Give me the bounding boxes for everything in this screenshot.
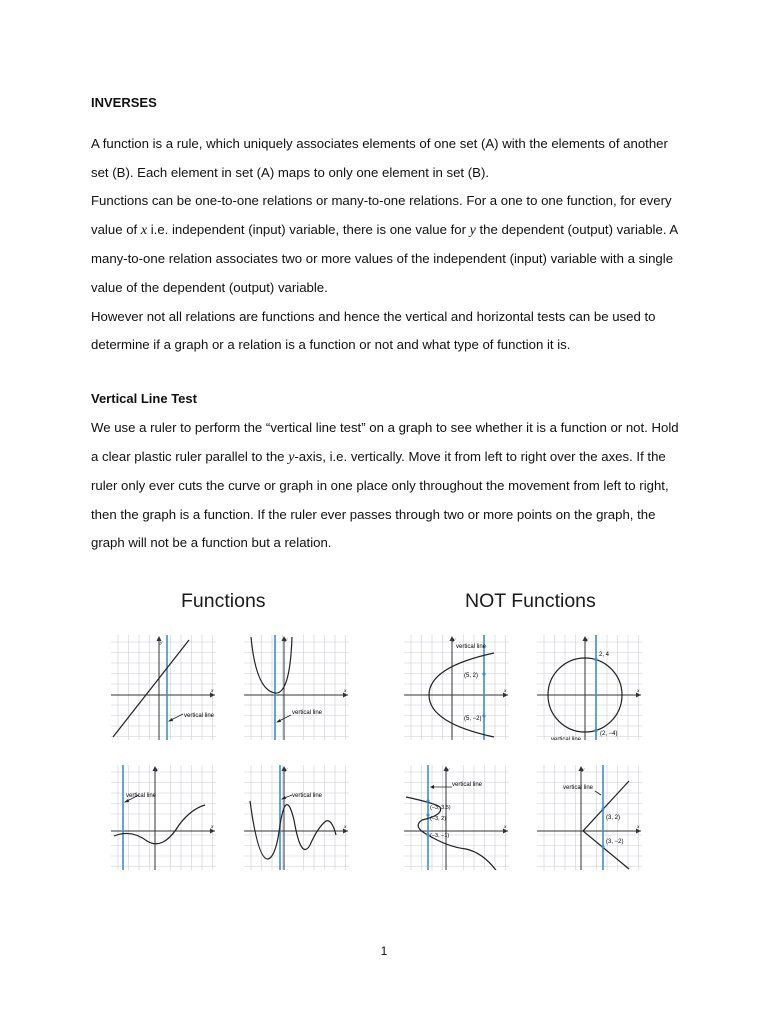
point-label: (−3, 2) xyxy=(430,816,447,822)
svg-text:x: x xyxy=(504,824,507,830)
vertical-line-label: vertical line xyxy=(126,793,157,799)
svg-text:y: y xyxy=(160,640,163,646)
svg-text:y: y xyxy=(447,767,450,773)
vertical-line-label: vertical line xyxy=(292,710,323,716)
graph-polynomial-function xyxy=(244,765,349,870)
not-functions-title: NOT Functions xyxy=(465,590,596,612)
intro-paragraph-1: A function is a rule, which uniquely associates elements of one set (A) with the elements of another set (B). Each element in set (A) maps to only one element in set (B). xyxy=(91,136,668,180)
svg-text:x: x xyxy=(637,824,640,830)
intro-paragraph-2: Functions can be one-to-one relations or many-to-one relations. For a one to one function, for every value of x i.e. independent (input) variable, there is one value for y the dependent (output) variable. A many-to-one relation associates two or more values of the independent (input) variable with a single value of the dependent (output) variable. xyxy=(91,193,678,295)
functions-title: Functions xyxy=(181,590,266,612)
graph-s-curve-relation xyxy=(404,765,509,870)
vertical-line-label: vertical line xyxy=(563,785,594,791)
graph-linear-function xyxy=(111,635,216,740)
vertical-line-test-heading: Vertical Line Test xyxy=(91,391,197,406)
svg-text:x: x xyxy=(344,688,347,694)
vertical-line-test-paragraph: We use a ruler to perform the “vertical line test” on a graph to see whether it is a function or not. Hold a clear plastic ruler parallel to the y-axis, i.e. vertically. Move it from left to right over the axes. If the ruler only ever cuts the curve or graph in one place only throughout the movement from left to right, then the graph is a function. If the ruler ever passes through two or more points on the graph, the graph will not be a function but a relation. xyxy=(91,420,679,551)
svg-text:y: y xyxy=(285,767,288,773)
vertical-line-label: vertical line xyxy=(452,782,483,788)
intro-section xyxy=(91,130,681,360)
svg-text:x: x xyxy=(637,688,640,694)
point-label: 2, 4 xyxy=(599,652,610,658)
point-label: (−3, 3.5) xyxy=(430,805,451,811)
vertical-line-label: vertical line xyxy=(184,713,215,719)
svg-text:x: x xyxy=(211,824,214,830)
page-number: 1 xyxy=(380,944,388,958)
graph-wave-function xyxy=(111,765,216,870)
svg-text:x: x xyxy=(211,688,214,694)
graph-sideways-parabola-relation xyxy=(404,635,509,740)
point-label: (−3, −1) xyxy=(430,833,450,839)
intro-paragraph-3: However not all relations are functions and hence the vertical and horizontal tests can be used to determine if a graph or a relation is a function or not and what type of function it is. xyxy=(91,308,656,353)
point-label: (3, 2) xyxy=(606,815,621,821)
svg-text:x: x xyxy=(344,824,347,830)
point-label: (5, −2) xyxy=(464,716,482,722)
svg-text:y: y xyxy=(453,637,456,643)
graph-sideways-v-relation xyxy=(537,765,642,870)
vertical-line-label: vertical line xyxy=(292,793,323,799)
variable-y: y xyxy=(469,222,476,238)
svg-text:x: x xyxy=(504,688,507,694)
variable-y: y xyxy=(288,449,295,465)
svg-text:y: y xyxy=(285,637,288,643)
variable-x: x xyxy=(140,222,148,238)
svg-text:y: y xyxy=(586,637,589,643)
vertical-line-label: vertical line xyxy=(456,644,487,650)
page-heading: INVERSES xyxy=(91,95,157,110)
point-label: (5, 2) xyxy=(464,673,479,679)
vertical-line-test-section xyxy=(91,414,681,558)
graph-parabola-function xyxy=(244,635,349,740)
graph-circle-relation xyxy=(537,635,642,740)
point-label: (2, −4) xyxy=(600,731,618,737)
vertical-line-label: vertical line xyxy=(551,737,582,740)
point-label: (3, −2) xyxy=(606,839,624,845)
svg-text:y: y xyxy=(582,767,585,773)
svg-text:y: y xyxy=(156,767,159,773)
